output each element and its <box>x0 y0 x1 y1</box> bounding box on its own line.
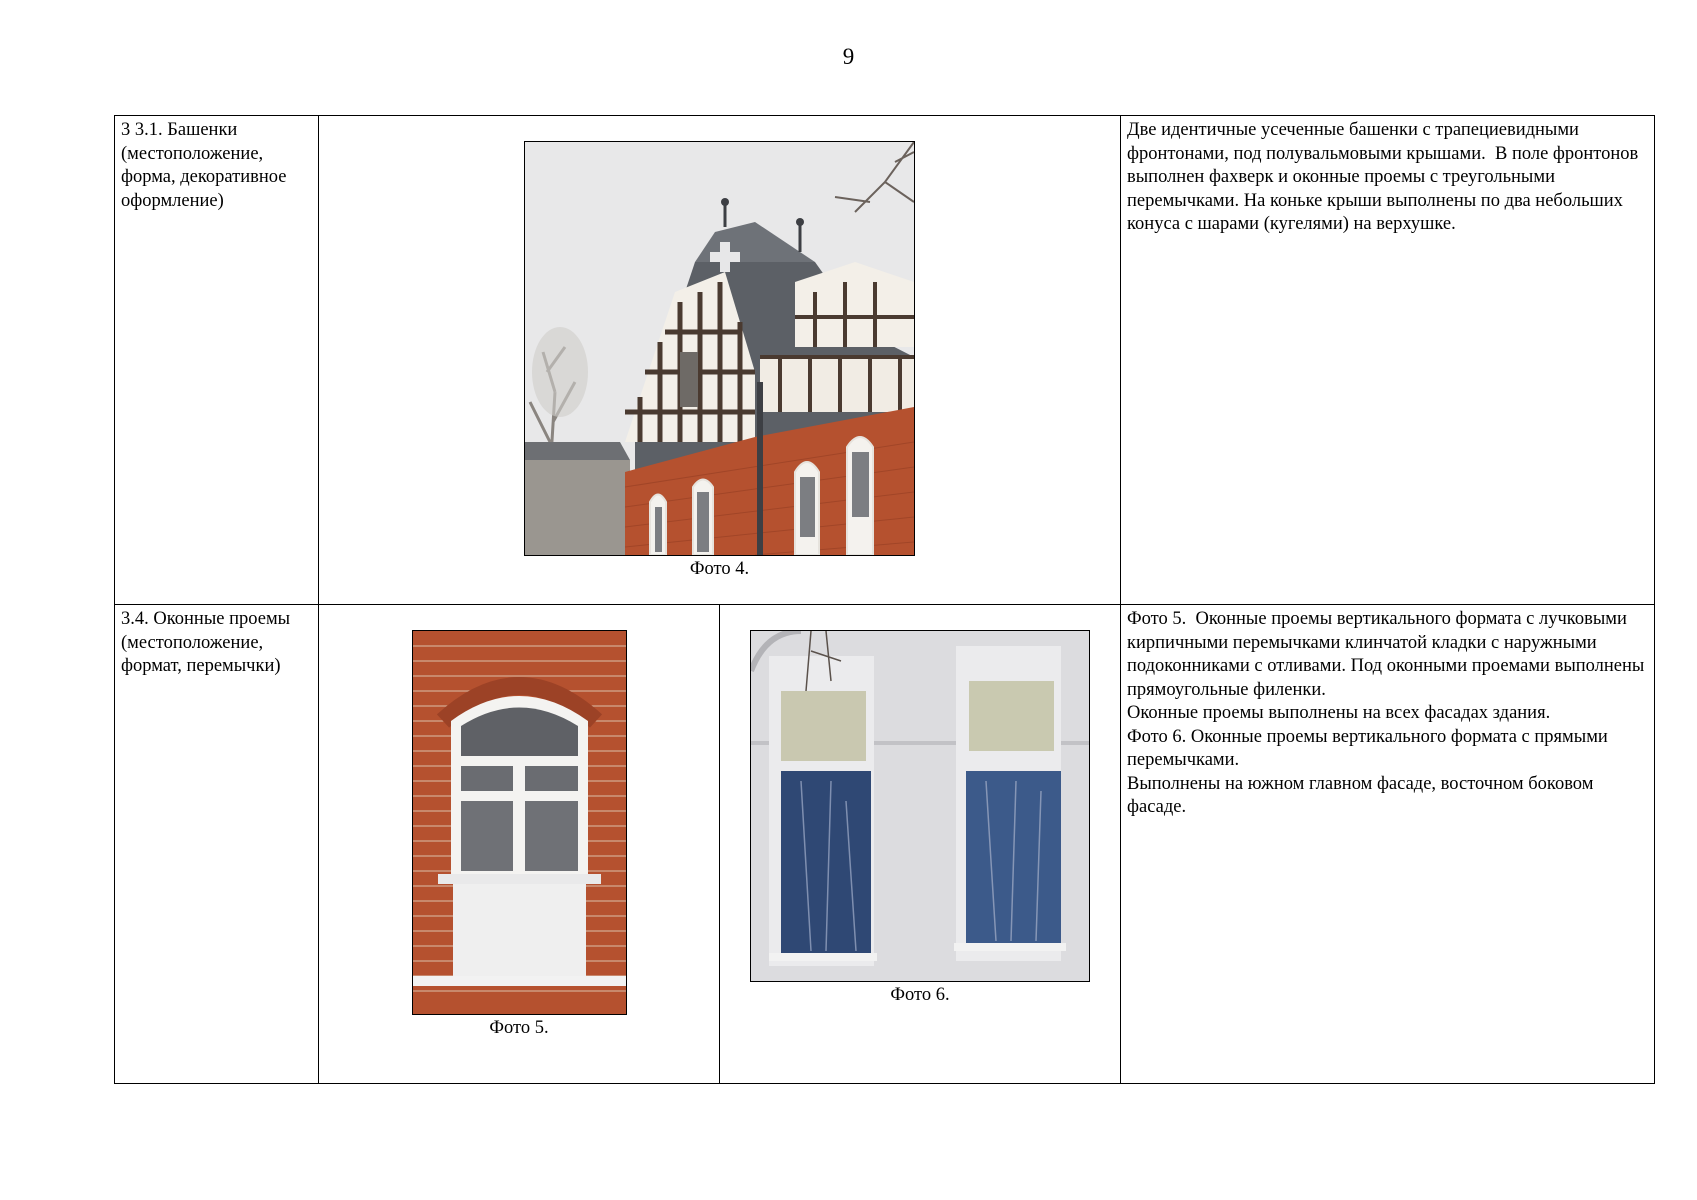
table-row-towers <box>115 116 1655 605</box>
description-paragraph: Выполнены на южном главном фасаде, восточном боковом фасаде. <box>1127 773 1599 817</box>
table-row-windows <box>115 605 1655 1084</box>
row-label-towers <box>115 116 319 605</box>
row-label-text: 3 3.1. Башенки (местоположение, форма, декоративное оформление) <box>121 120 287 211</box>
brick-window-photo <box>412 630 627 1015</box>
description-paragraph: Фото 6. Оконные проемы вертикального формата с прямыми перемычками. <box>1127 726 1613 770</box>
row-label-text: 3.4. Оконные проемы (местоположение, формат, перемычки) <box>121 609 291 676</box>
description-towers <box>1121 116 1655 605</box>
description-paragraph: Две идентичные усеченные башенки с трапециевидными фронтонами, под полувальмовыми крышами. В поле фронтонов выполнен фахверк и оконные проемы с треугольными перемычками. На коньке крыши выполнены по два небольших конуса с шарами (кугелями) на верхушке. <box>1127 120 1643 234</box>
row-label-windows <box>115 605 319 1084</box>
attributes-table <box>114 115 1655 1084</box>
building-tower-photo <box>524 141 915 556</box>
photo-cell-4 <box>319 116 1121 605</box>
photo-6-caption: Фото 6. <box>890 985 950 1005</box>
description-windows <box>1121 605 1655 1084</box>
plaster-windows-photo <box>750 630 1090 982</box>
photo-cell-6 <box>720 605 1121 1084</box>
description-paragraph: Фото 5. Оконные проемы вертикального формата с лучковыми кирпичными перемычками клинчатой кладки с наружными подоконниками с отливами. Под оконными проемами выполнены прямоугольные филенки. <box>1127 609 1649 700</box>
photo-4-caption: Фото 4. <box>689 559 750 579</box>
photo-cell-5 <box>319 605 720 1084</box>
page-number: 9 <box>842 44 855 69</box>
description-paragraph: Оконные проемы выполнены на всех фасадах здания. <box>1127 703 1551 723</box>
photo-5-caption: Фото 5. <box>489 1018 549 1038</box>
